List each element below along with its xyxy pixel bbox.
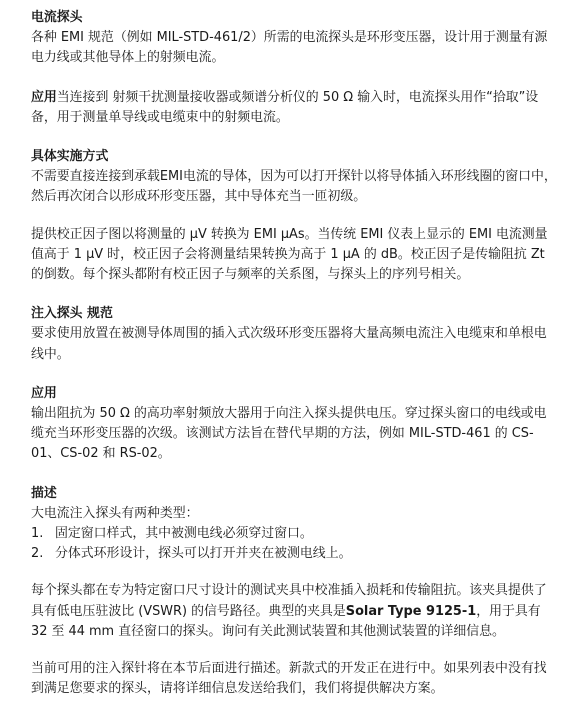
section-title-current-probe: 电流探头 bbox=[31, 10, 83, 25]
section-title-application-1: 应用 bbox=[31, 89, 57, 105]
fixture-text-post: ，用于具有 32 至 44 mm 直径窗口的探头。询问有关此测试装置和其他测试装置的详细信息。 bbox=[31, 603, 541, 639]
section-body-application-1 bbox=[31, 88, 559, 128]
section-title-application-2: 应用 bbox=[31, 385, 57, 401]
section-title-implementation: 具体实施方式 bbox=[31, 149, 109, 165]
fixture-model-name: Solar Type 9125-1 bbox=[345, 603, 477, 619]
list-item bbox=[31, 544, 559, 564]
list-item-number: 1. bbox=[31, 526, 44, 542]
section-title-description: 描述 bbox=[31, 485, 57, 501]
section-description bbox=[31, 484, 559, 700]
section-body-implementation-1: 不需要直接连接到承载EMI电流的导体，因为可以打开探针以将导体插入环形线圈的窗口中，然后再次闭合以形成环形变压器，其中导体充当一匝初级。 bbox=[31, 169, 557, 205]
section-body-application-2: 输出阻抗为 50 Ω 的高功率射频放大器用于向注入探头提供电压。穿过探头窗口的电线或电缆充当环形变压器的次级。该测试方法旨在替代早期的方法，例如 MIL-STD-461 的 CS-01、CS-02 和 RS-02。 bbox=[31, 406, 547, 462]
list-item-number: 2. bbox=[31, 546, 44, 562]
probe-type-list bbox=[31, 524, 559, 564]
description-intro: 大电流注入探头有两种类型： bbox=[31, 505, 199, 521]
list-item-text: 分体式环形设计，探头可以打开并夹在被测电线上。 bbox=[55, 546, 352, 562]
section-current-probe bbox=[31, 8, 559, 69]
section-injection bbox=[31, 304, 559, 365]
list-item-text: 固定窗口样式，其中被测电线必须穿过窗口。 bbox=[55, 526, 313, 542]
fixture-text-pre: 每个探头都在专为特定窗口尺寸设计的测试夹具中校准插入损耗和传输阻抗。该夹具提供了具有低电压驻波比 (VSWR) 的信号路径。典型的夹具是 bbox=[31, 583, 547, 619]
section-body-implementation-2: 提供校正因子图以将测量的 μV 转换为 EMI μAs。当传统 EMI 仪表上显示的 EMI 电流测量值高于 1 μV 时，校正因子会将测量结果转换为高于 1 μA 的 dB。校正因子是传输阻抗 Zt 的倒数。每个探头都附有校正因子与频率的关系图，与探头上的序列号相关。 bbox=[31, 226, 548, 283]
section-application-2 bbox=[31, 384, 559, 465]
section-implementation bbox=[31, 147, 559, 285]
section-body-injection: 要求使用放置在被测导体周围的插入式次级环形变压器将大量高频电流注入电缆束和单根电线中。 bbox=[31, 326, 547, 362]
description-fixture-paragraph bbox=[31, 581, 559, 642]
section-body-current-probe: 各种 EMI 规范（例如 MIL-STD-461/2）所需的电流探头是环形变压器，设计用于测量有源电力线或其他导体上的射频电流。 bbox=[31, 30, 548, 66]
list-item bbox=[31, 524, 559, 544]
section-application-1 bbox=[31, 88, 559, 128]
application-1-text: 当连接到 射频干扰测量接收器或频谱分析仪的 50 Ω 输入时，电流探头用作“拾取”设备，用于测量单导线或电缆束中的射频电流。 bbox=[31, 89, 539, 125]
description-closing-paragraph: 当前可用的注入探针将在本节后面进行描述。新款式的开发正在进行中。如果列表中没有找到满足您要求的探头，请将详细信息发送给我们，我们将提供解决方案。 bbox=[31, 661, 547, 697]
section-title-injection: 注入探头 规范 bbox=[31, 306, 113, 322]
